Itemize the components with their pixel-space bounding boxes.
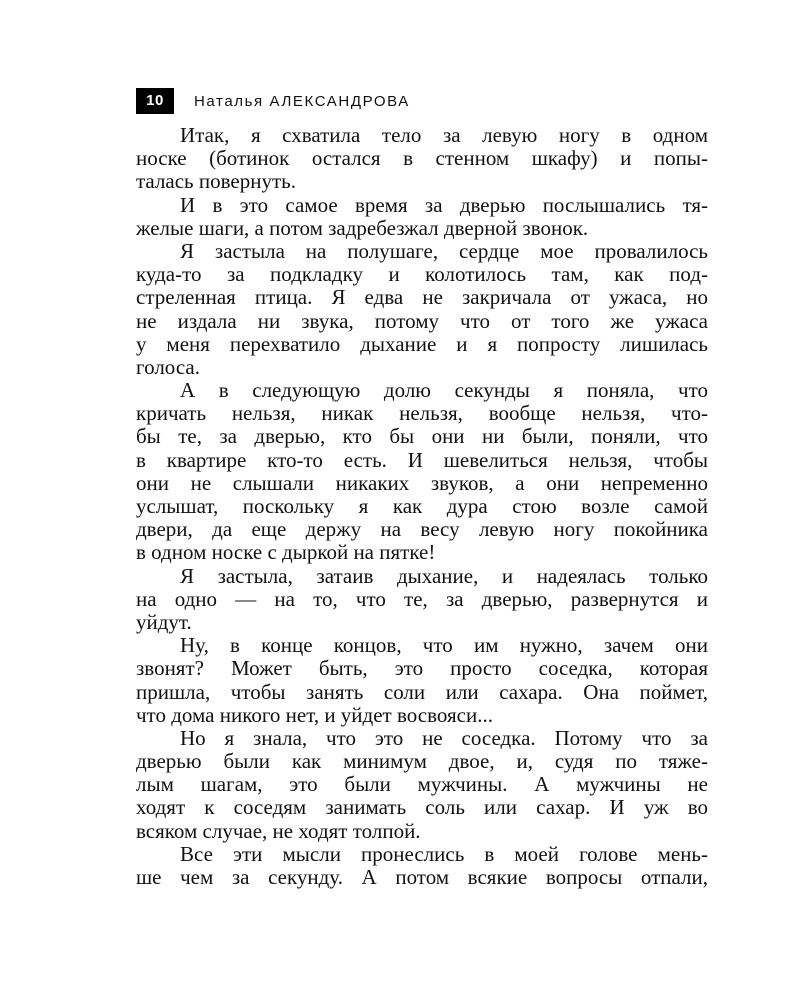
- text-line: Но я знала, что это не соседка. Потому что за: [180, 725, 708, 750]
- text-line: Я застыла, затаив дыхание, и надеялась только: [180, 563, 708, 588]
- body-text: [136, 124, 708, 889]
- paragraph: [136, 843, 708, 889]
- page-number: 10: [136, 88, 174, 114]
- text-line: И в это самое время за дверью послышались тя-: [180, 192, 708, 217]
- paragraph: [136, 194, 708, 240]
- text-line: всяком случае, не ходят толпой.: [136, 818, 421, 843]
- text-line: на одно — на то, что те, за дверью, развернутся и: [136, 586, 708, 611]
- paragraph: [136, 124, 708, 194]
- text-line: голоса.: [136, 354, 200, 379]
- text-line: не издала ни звука, потому что от того же ужаса: [136, 308, 708, 333]
- text-line: у меня перехватило дыхание и я попросту лишилась: [136, 331, 708, 356]
- text-line: уйдут.: [136, 609, 192, 634]
- text-line: Ну, в конце концов, что им нужно, зачем они: [180, 633, 708, 658]
- text-line: бы те, за дверью, кто бы они ни были, поняли, что: [136, 424, 708, 449]
- running-head-author: Наталья АЛЕКСАНДРОВА: [194, 92, 410, 110]
- text-line: стреленная птица. Я едва не закричала от ужаса, но: [136, 285, 708, 310]
- page-header: [136, 87, 410, 115]
- text-line: услышат, поскольку я как дура стою возле самой: [136, 494, 708, 518]
- text-line: звонят? Может быть, это просто соседка, которая: [136, 656, 708, 681]
- paragraph: [136, 634, 708, 727]
- text-line: дверью были как минимум двое, и, судя по тяже-: [136, 749, 708, 774]
- text-line: двери, да еще держу на весу левую ногу покойника: [136, 517, 708, 542]
- text-line: Все эти мысли пронеслись в моей голове мень-: [180, 841, 708, 866]
- text-line: пришла, чтобы занять соли или сахара. Она поймет,: [136, 679, 708, 704]
- text-line: талась повернуть.: [136, 169, 296, 194]
- text-line: что дома никого нет, и уйдет восвояси...: [136, 702, 493, 727]
- text-line: ше чем за секунду. А потом всякие вопросы отпали,: [136, 865, 708, 889]
- text-line: кричать нельзя, никак нельзя, вообще нельзя, что-: [136, 401, 708, 426]
- paragraph: [136, 379, 708, 565]
- text-line: Итак, я схватила тело за левую ногу в одном: [180, 123, 708, 147]
- paragraph: [136, 565, 708, 635]
- text-line: куда-то за подкладку и колотилось там, как под-: [136, 262, 708, 287]
- text-line: Я застыла на полушаге, сердце мое провалилось: [180, 238, 708, 263]
- text-line: они не слышали никаких звуков, а они непременно: [136, 470, 708, 495]
- text-line: ходят к соседям занимать соль или сахар. И уж во: [136, 795, 708, 820]
- paragraph: [136, 727, 708, 843]
- text-line: носке (ботинок остался в стенном шкафу) и попы-: [136, 146, 708, 171]
- text-line: желые шаги, а потом задребезжал дверной звонок.: [136, 215, 589, 240]
- text-line: в одном носке с дыркой на пятке!: [136, 540, 436, 565]
- text-line: А в следующую долю секунды я поняла, что: [180, 378, 708, 403]
- text-line: в квартире кто-то есть. И шевелиться нельзя, чтобы: [136, 447, 708, 472]
- text-line: лым шагам, это были мужчины. А мужчины не: [136, 772, 708, 797]
- paragraph: [136, 240, 708, 379]
